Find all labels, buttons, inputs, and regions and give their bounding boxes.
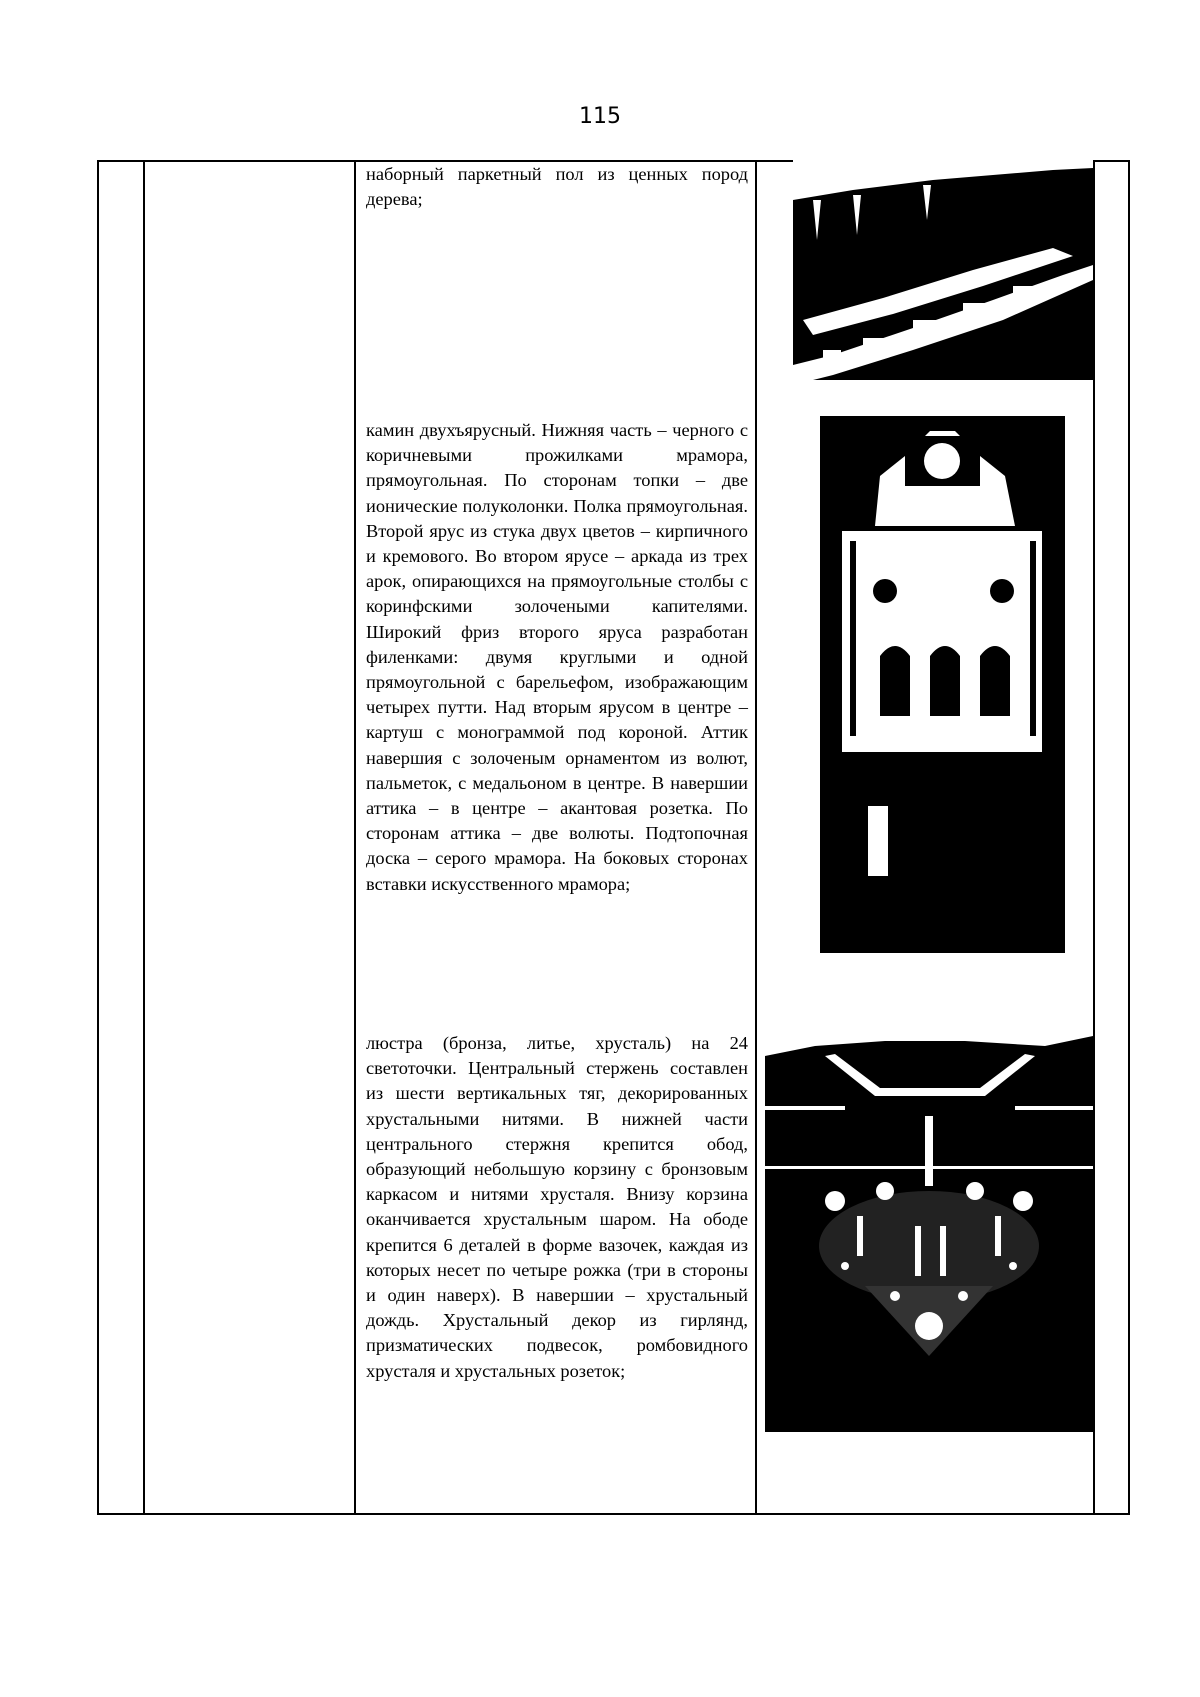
column-divider-2	[354, 162, 356, 1513]
chandelier-photo	[765, 1026, 1093, 1432]
column-divider-4	[1093, 162, 1095, 1513]
entry-description: люстра (бронза, литье, хрусталь) на 24 светоточки. Центральный стержень составлен из шести вертикальных тяг, декорированных хрустальными нитями. В нижней части центрального стержня крепится обод, образующий небольшую корзину с бронзовым каркасом и нитями хрусталя. Внизу корзина оканчивается хрустальным шаром. На ободе крепится 6 деталей в форме вазочек, каждая из которых несет по четыре рожка (три в стороны и один наверх). В навершии – хрустальный дождь. Хрустальный декор из гирлянд, призматических подвесок, ромбовидного хрусталя и хрустальных розеток;	[366, 1033, 748, 1381]
parquet-floor-photo	[793, 160, 1093, 385]
entry-fireplace-text	[366, 418, 748, 897]
chandelier-image	[765, 1026, 1093, 1432]
column-divider-3	[755, 162, 757, 1513]
entry-description: камин двухъярусный. Нижняя часть – черного с коричневыми прожилками мрамора, прямоугольная. По сторонам топки – две ионические полуколонки. Полка прямоугольная. Второй ярус из стука двух цветов – кирпичного и кремового. Во втором ярусе – аркада из трех арок, опирающихся на прямоугольные столбы с коринфскими золочеными капителями. Широкий фриз второго яруса разработан филенками: двумя круглыми и одной прямоугольной с барельефом, изображающим четырех путти. Над вторым ярусом в центре – картуш с монограммой под короной. Аттик навершия с золоченым орнаментом из волют, пальметок, с медальоном в центре. В навершии аттика – в центре – акантовая розетка. По сторонам аттика – две волюты. Подтопочная доска – серого мрамора. На боковых сторонах вставки искусственного мрамора;	[366, 420, 748, 894]
column-divider-1	[143, 162, 145, 1513]
entry-description: наборный паркетный пол из ценных пород дерева;	[366, 164, 748, 210]
entry-parquet-floor-text	[366, 162, 748, 212]
entry-chandelier-text	[366, 1031, 748, 1384]
parquet-floor-image	[793, 160, 1093, 385]
page-number: 115	[579, 104, 621, 129]
fireplace-image	[820, 416, 1065, 953]
fireplace-photo	[820, 416, 1065, 953]
